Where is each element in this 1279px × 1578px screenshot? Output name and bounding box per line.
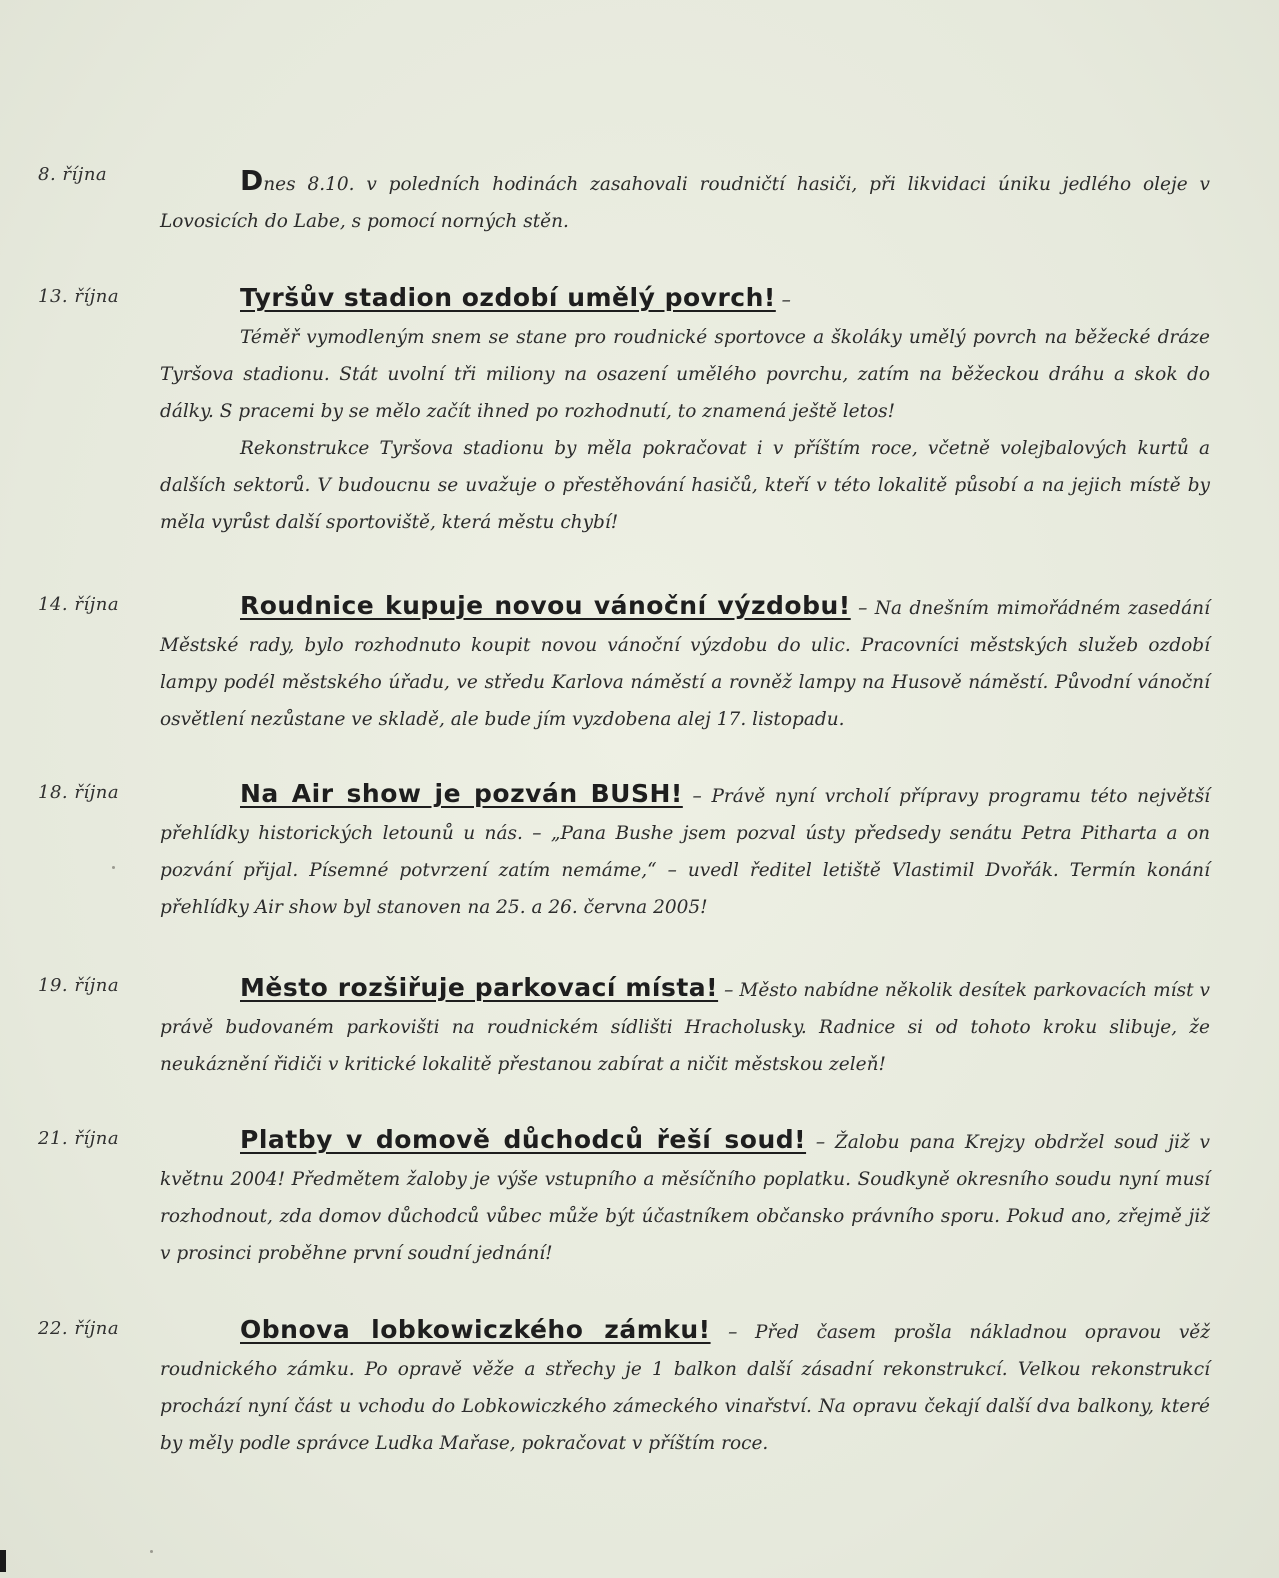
entry-text: Právě nyní vrcholí přípravy programu této největší přehlídky historických letounů u nás. – „Pana Bushe jsem pozval ústy předsedy senátu Petra Pitharta a on pozvání přijal. Písemné potvrzení zatím nemáme,“ – uvedl ředitel letiště Vlastimil Dvořák. Termín konání přehlídky Air show byl stanoven na 25. a 26. června 2005!	[160, 786, 1211, 918]
entry-headline: Platby v domově důchodců řeší soud!	[240, 1125, 807, 1154]
chronicle-entry: Město rozšiřuje parkovací místa! – Město nabídne několik desítek parkovacích míst v právě budovaném parkovišti na roudnickém sídlišti Hracholusky. Radnice si od tohoto kroku slibuje, že neukáznění řidiči v kritické lokalitě přestanou zabírat a ničit městskou zeleň!	[160, 973, 1211, 1075]
entry-text: Na dnešním mimořádném zasedání Městské rady, bylo rozhodnuto koupit novou vánoční výzdobu do ulic. Pracovníci městských služeb ozdobí lampy podél městského úřadu, ve středu Karlova náměstí a rovněž lampy na Husově náměstí. Původní vánoční osvětlení nezůstane ve skladě, ale bude jím vyzdobena alej 17. listopadu.	[160, 598, 1210, 730]
chronicle-entry	[160, 162, 1210, 240]
entry-date: 8. října	[38, 164, 108, 185]
entry-text: Téměř vymodleným snem se stane pro roudnické sportovce a školáky umělý povrch na běžecké dráze Tyršova stadionu. Stát uvolní tři miliony na osazení umělého povrchu, zatím na běžeckou dráhu a skok do dálky. S pracemi by se mělo začít ihned po rozhodnutí, to znamená ještě letos!	[160, 327, 1210, 422]
entry-headline: Město rozšiřuje parkovací místa!	[240, 973, 719, 1002]
entry-headline: Obnova lobkowiczkého zámku!	[240, 1315, 711, 1344]
chronicle-entry: Platby v domově důchodců řeší soud! – Žalobu pana Krejzy obdržel soud již v květnu 2004! Předmětem žaloby je výše vstupního a měsíčního poplatku. Soudkyně okresního soudu nyní musí rozhodnout, zda domov důchodců vůbec může být účastníkem občansko právního sporu. Pokud ano, zřejmě již v prosinci proběhne první soudní jednání!	[160, 1125, 1210, 1264]
entry-headline: Tyršův stadion ozdobí umělý povrch!	[240, 283, 776, 312]
chronicle-entry: Obnova lobkowiczkého zámku! – Před časem prošla nákladnou opravou věž roudnického zámku. Po opravě věže a střechy je 1 balkon další zásadní rekonstrukcí. Velkou rekonstrukcí prochází nyní část u vchodu do Lobkowiczkého zámeckého vinařství. Na opravu čekají další dva balkony, které by měly podle správce Ludka Mařase, pokračovat v příštím roce.	[160, 1315, 1210, 1454]
entry-text: Žalobu pana Krejzy obdržel soud již v květnu 2004! Předmětem žaloby je výše vstupního a měsíčního poplatku. Soudkyně okresního soudu nyní musí rozhodnout, zda domov důchodců vůbec může být účastníkem občansko právního sporu. Pokud ano, zřejmě již v prosinci proběhne první soudní jednání!	[160, 1132, 1210, 1264]
entry-text: Před časem prošla nákladnou opravou věž roudnického zámku. Po opravě věže a střechy je 1 balkon další zásadní rekonstrukcí. Velkou rekonstrukcí prochází nyní část u vchodu do Lobkowiczkého zámeckého vinařství. Na opravu čekají další dva balkony, které by měly podle správce Ludka Mařase, pokračovat v příštím roce.	[160, 1322, 1210, 1454]
scan-edge-mark	[0, 1550, 6, 1572]
entry-headline: Na Air show je pozván BUSH!	[240, 779, 683, 808]
paper-speck	[150, 1550, 153, 1553]
entry-date: 18. října	[38, 782, 120, 803]
chronicle-entry: Roudnice kupuje novou vánoční výzdobu! – Na dnešním mimořádném zasedání Městské rady, bylo rozhodnuto koupit novou vánoční výzdobu do ulic. Pracovníci městských služeb ozdobí lampy podél městského úřadu, ve středu Karlova náměstí a rovněž lampy na Husově náměstí. Původní vánoční osvětlení nezůstane ve skladě, ale bude jím vyzdobena alej 17. listopadu.	[160, 591, 1210, 730]
chronicle-entry: Na Air show je pozván BUSH! – Právě nyní vrcholí přípravy programu této největší přehlídky historických letounů u nás. – „Pana Bushe jsem pozval ústy předsedy senátu Petra Pitharta a on pozvání přijal. Písemné potvrzení zatím nemáme,“ – uvedl ředitel letiště Vlastimil Dvořák. Termín konání přehlídky Air show byl stanoven na 25. a 26. června 2005!	[160, 779, 1211, 918]
paper-speck	[112, 866, 115, 869]
entry-headline: Roudnice kupuje novou vánoční výzdobu!	[240, 591, 851, 620]
entry-text: Město nabídne několik desítek parkovacích míst v právě budovaném parkovišti na roudnickém sídlišti Hracholusky. Radnice si od tohoto kroku slibuje, že neukáznění řidiči v kritické lokalitě přestanou zabírat a ničit městskou zeleň!	[160, 980, 1211, 1075]
entry-date: 14. října	[38, 594, 120, 615]
chronicle-entry: Tyršův stadion ozdobí umělý povrch! – Téměř vymodleným snem se stane pro roudnické sportovce a školáky umělý povrch na běžecké dráze Tyršova stadionu. Stát uvolní tři miliony na osazení umělého povrchu, zatím na běžeckou dráhu a skok do dálky. S pracemi by se mělo začít ihned po rozhodnutí, to znamená ještě letos! Rekonstrukce Tyršova stadionu by měla pokračovat i v příštím roce, včetně volejbalových kurtů a dalších sektorů. V budoucnu se uvažuje o přestěhování hasičů, kteří v této lokalitě působí a na jejich místě by měla vyrůst další sportoviště, která městu chybí!	[160, 279, 1210, 541]
entry-text-2: Rekonstrukce Tyršova stadionu by měla pokračovat i v příštím roce, včetně volejbalových kurtů a dalších sektorů. V budoucnu se uvažuje o přestěhování hasičů, kteří v této lokalitě působí a na jejich místě by měla vyrůst další sportoviště, která městu chybí!	[160, 438, 1210, 533]
entry-dropcap: D	[240, 164, 264, 197]
entry-text: nes 8.10. v poledních hodinách zasahovali roudničtí hasiči, při likvidaci úniku jedlého oleje v Lovosicích do Labe, s pomocí norných stěn.	[160, 174, 1210, 232]
entry-date: 13. října	[38, 286, 120, 307]
entry-date: 22. října	[38, 1318, 120, 1339]
entry-date: 21. října	[38, 1128, 120, 1149]
entry-date: 19. října	[38, 975, 120, 996]
